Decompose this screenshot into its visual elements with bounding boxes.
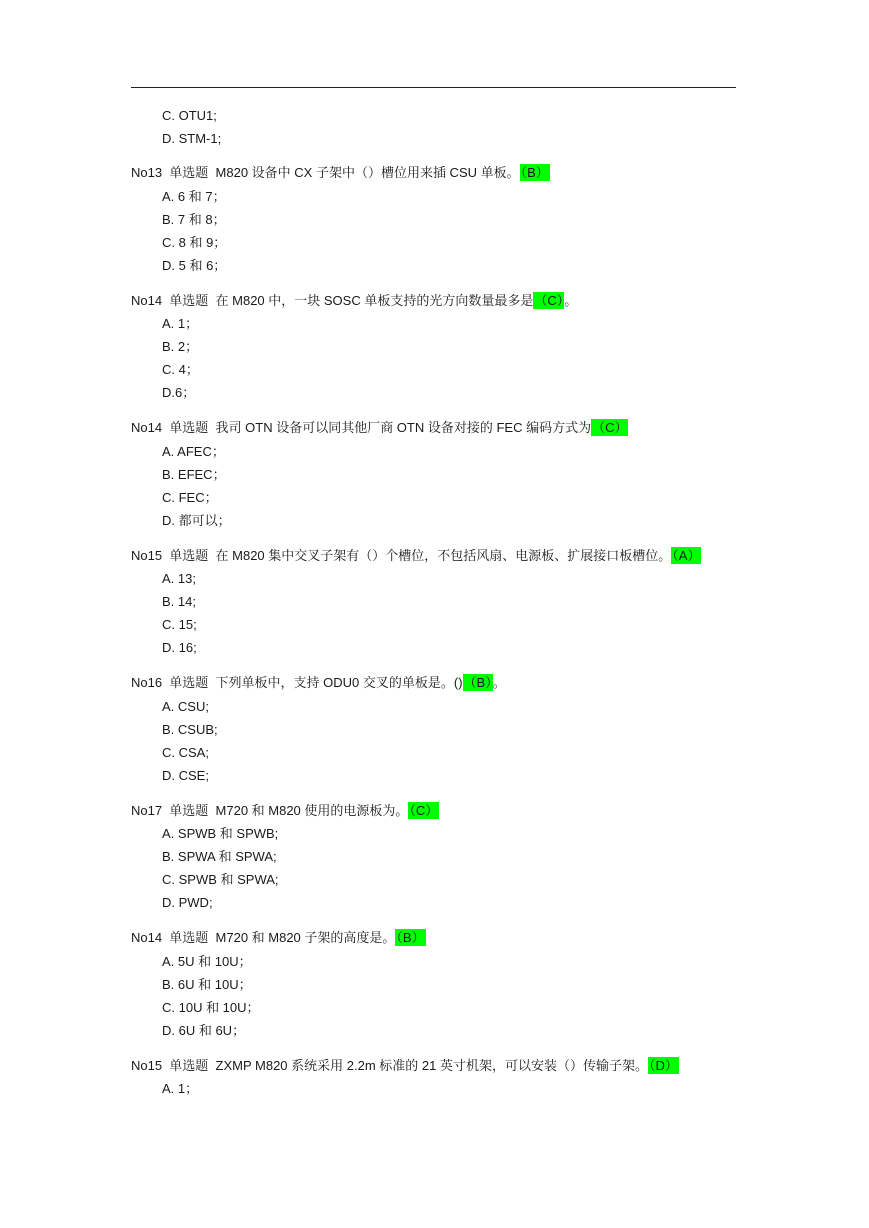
answer-highlight: （A） (672, 547, 701, 563)
stem-text: No13 单选题 M820 设备中 CX 子架中（）槽位用来插 CSU 单板。 (131, 165, 520, 180)
stem-suffix: 。 (564, 292, 578, 308)
answer-highlight: （C） (592, 420, 628, 435)
option-line: D.6； (162, 385, 196, 400)
option-line: D. 5 和 6； (162, 257, 227, 273)
option-line: C. 10U 和 10U； (162, 999, 260, 1015)
stem-text: No16 单选题 下列单板中，支持 ODU0 交叉的单板是。() (131, 675, 463, 690)
option-line: A. 5U 和 10U； (162, 953, 252, 969)
question-stem (131, 927, 737, 950)
option-line: B. EFEC； (162, 466, 226, 482)
question-stem (131, 417, 737, 440)
option-line: C. CSA; (162, 744, 209, 760)
answer-highlight: （C） (534, 292, 564, 308)
answer-highlight: （B） (463, 675, 492, 690)
option-line: B. 7 和 8； (162, 211, 226, 227)
answer-highlight: （B） (396, 930, 425, 945)
header-rule (131, 87, 736, 88)
option-line: D. 都可以； (162, 512, 231, 528)
option-line: A. 1； (162, 316, 199, 331)
question-stem (131, 162, 737, 185)
option-line: A. AFEC； (162, 443, 225, 459)
option-line: A. SPWB 和 SPWB; (162, 826, 279, 841)
answer-highlight: （D） (648, 1057, 678, 1073)
stem-text: No15 单选题 ZXMP M820 系统采用 2.2m 标准的 21 英寸机架，可以安装（）传输子架。 (131, 1057, 648, 1073)
option-line: D. PWD; (162, 895, 213, 910)
option-line: A. 13; (162, 571, 196, 586)
stem-text: No14 单选题 M720 和 M820 子架的高度是。 (131, 930, 396, 945)
option-line: A. CSU; (162, 698, 209, 714)
option-line: B. SPWA 和 SPWA; (162, 849, 277, 864)
answer-highlight: （B） (520, 165, 549, 180)
option-line: B. 14; (162, 594, 196, 609)
document-body (131, 104, 737, 1100)
question-stem (131, 672, 737, 695)
option-line: D. 16; (162, 640, 197, 655)
option-line: B. 2； (162, 339, 199, 354)
option-line: C. 8 和 9； (162, 234, 227, 250)
option-line: D. 6U 和 6U； (162, 1022, 246, 1038)
option-line: C. FEC； (162, 489, 218, 505)
option-line: B. CSUB; (162, 721, 218, 737)
option-line: D. STM-1; (162, 131, 222, 146)
question-stem (131, 545, 737, 568)
stem-text: No17 单选题 M720 和 M820 使用的电源板为。 (131, 802, 409, 818)
stem-text: No14 单选题 在 M820 中，一块 SOSC 单板支持的光方向数量最多是 (131, 292, 534, 308)
option-line: C. 4； (162, 362, 199, 377)
stem-suffix: 。 (492, 675, 506, 690)
option-line: C. SPWB 和 SPWA; (162, 872, 279, 887)
option-line: A. 6 和 7； (162, 188, 226, 204)
question-stem (131, 800, 737, 823)
stem-text: No14 单选题 我司 OTN 设备可以同其他厂商 OTN 设备对接的 FEC 编码方式为 (131, 420, 592, 435)
option-line: A. 1； (162, 1081, 199, 1096)
question-stem (131, 290, 737, 313)
stem-text: No15 单选题 在 M820 集中交叉子架有（）个槽位，不包括风扇、电源板、扩展接口板槽位。 (131, 547, 672, 563)
option-line: B. 6U 和 10U； (162, 976, 252, 992)
option-line: C. OTU1; (162, 108, 217, 123)
option-line: D. CSE; (162, 767, 209, 783)
answer-highlight: （C） (409, 802, 439, 818)
question-stem (131, 1055, 737, 1078)
option-line: C. 15; (162, 617, 197, 632)
